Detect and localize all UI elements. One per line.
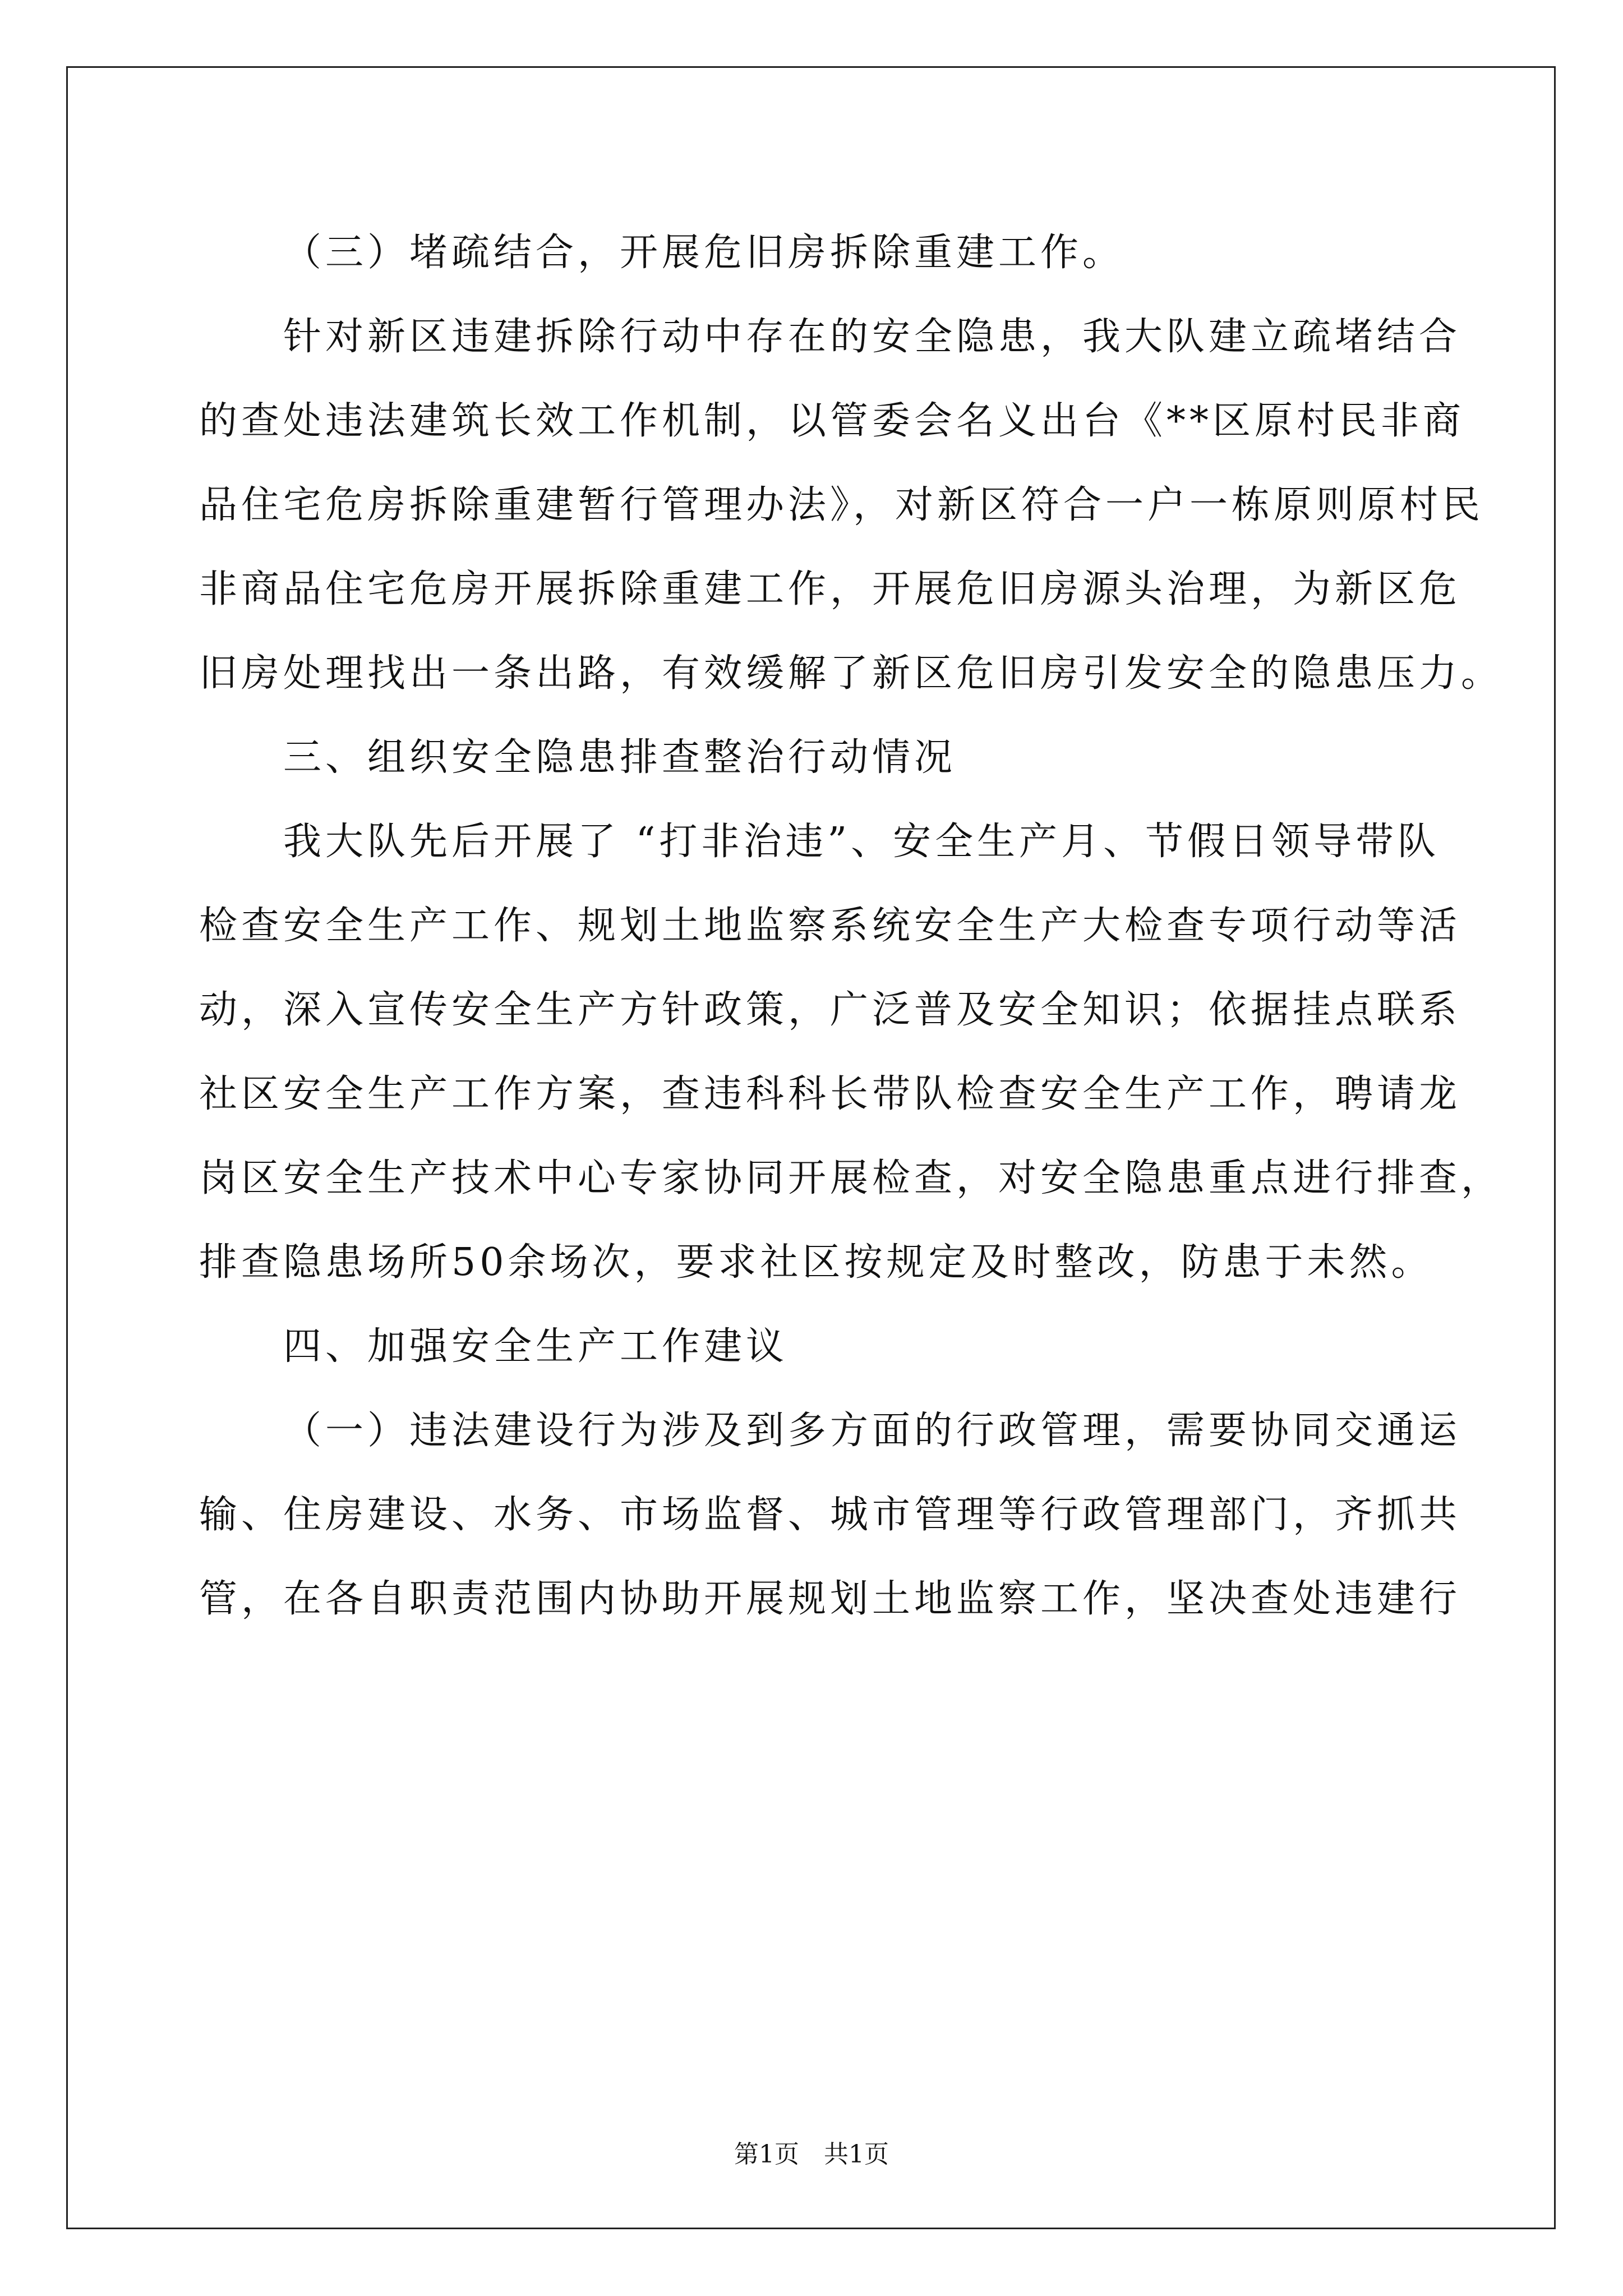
paragraph-line: 检查安全生产工作、规划土地监察系统安全生产大检查专项行动等活 — [199, 904, 1461, 948]
paragraph-line: 品住宅危房拆除重建暂行管理办法》，对新区符合一户一栋原则原村民 — [199, 483, 1484, 527]
paragraph-line: 非商品住宅危房开展拆除重建工作，开展危旧房源头治理，为新区危 — [199, 567, 1461, 611]
page-number-footer: 第1页 共1页 — [734, 2140, 889, 2169]
paragraph-line: 针对新区违建拆除行动中存在的安全隐患，我大队建立疏堵结合 — [283, 315, 1461, 359]
paragraph-line: 我大队先后开展了 “打非治违”、安全生产月、节假日领导带队 — [283, 820, 1440, 864]
paragraph-line: 社区安全生产工作方案，查违科科长带队检查安全生产工作，聘请龙 — [199, 1072, 1461, 1116]
paragraph-line: （一）违法建设行为涉及到多方面的行政管理，需要协同交通运 — [283, 1409, 1461, 1453]
section-heading-3: 三、组织安全隐患排查整治行动情况 — [283, 735, 957, 780]
paragraph-line: 的查处违法建筑长效工作机制，以管委会名义出台《**区原村民非商 — [199, 399, 1465, 443]
paragraph-line: 管，在各自职责范围内协助开展规划土地监察工作，坚决查处违建行 — [199, 1577, 1461, 1621]
paragraph-line: 岗区安全生产技术中心专家协同开展检查，对安全隐患重点进行排查， — [199, 1156, 1504, 1200]
document-body — [199, 211, 1504, 1641]
paragraph-line: 动，深入宣传安全生产方针政策，广泛普及安全知识；依据挂点联系 — [199, 988, 1461, 1032]
paragraph-line: 排查隐患场所50余场次，要求社区按规定及时整改，防患于未然。 — [199, 1240, 1433, 1285]
paragraph-line: 输、住房建设、水务、市场监督、城市管理等行政管理部门，齐抓共 — [199, 1493, 1461, 1537]
section-heading-4: 四、加强安全生产工作建议 — [283, 1324, 789, 1369]
subsection-heading-3: （三）堵疏结合，开展危旧房拆除重建工作。 — [283, 231, 1125, 275]
paragraph-line: 旧房处理找出一条出路，有效缓解了新区危旧房引发安全的隐患压力。 — [199, 651, 1504, 696]
